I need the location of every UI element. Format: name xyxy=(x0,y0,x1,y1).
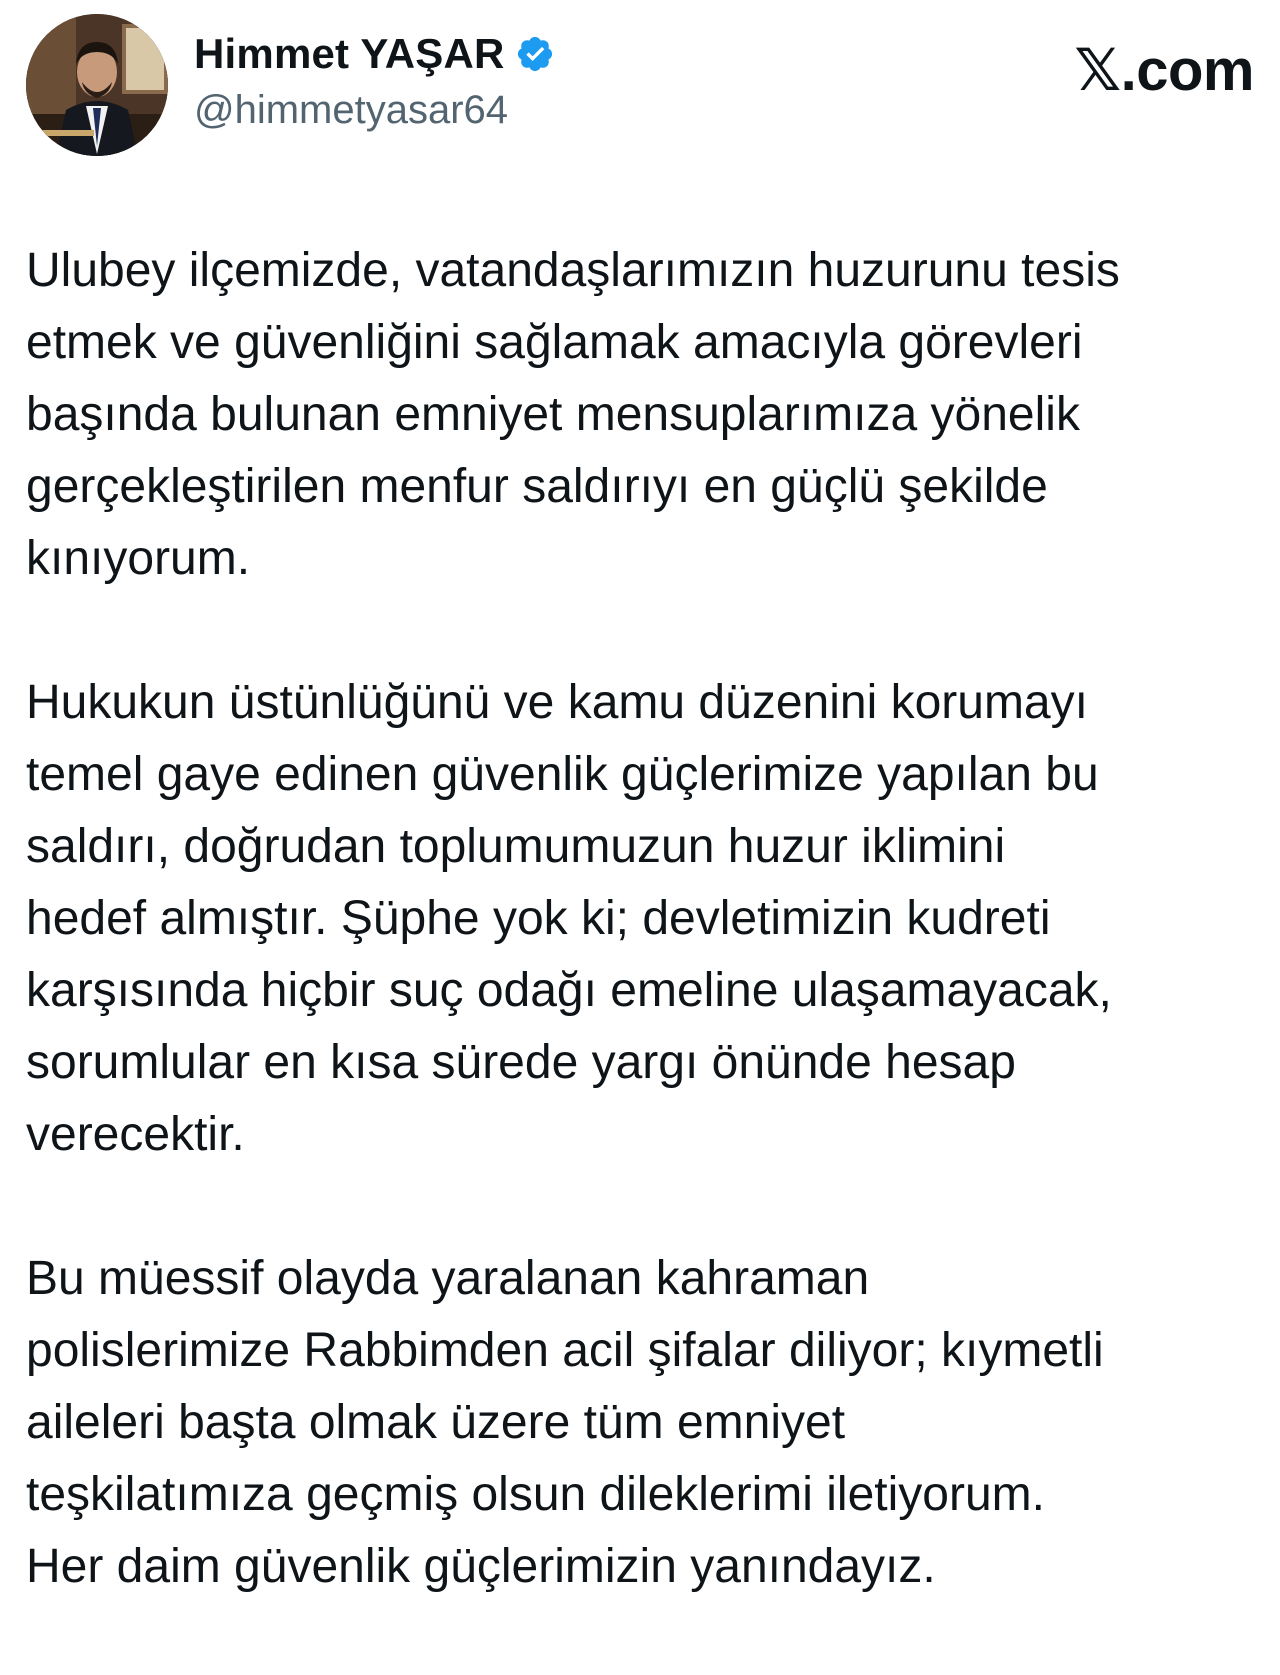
x-logo-icon: 𝕏 xyxy=(1074,36,1121,104)
verified-badge-icon xyxy=(515,34,555,74)
tweet-line: Ulubey ilçemizde, vatandaşlarımızın huzurunu tesis xyxy=(26,244,1120,297)
tweet-line: kınıyorum. xyxy=(26,532,251,585)
brand-domain: .com xyxy=(1120,38,1254,103)
tweet-line: başında bulunan emniyet mensuplarımıza yönelik xyxy=(26,388,1080,441)
tweet-line: Her daim güvenlik güçlerimizin yanındayız. xyxy=(26,1540,936,1593)
tweet-paragraph xyxy=(26,667,1258,1171)
tweet-line: verecektir. xyxy=(26,1108,245,1161)
author-info xyxy=(194,30,555,133)
tweet-paragraph xyxy=(26,1243,1258,1603)
author-display-name[interactable]: Himmet YAŞAR xyxy=(194,30,505,77)
tweet-text xyxy=(26,235,1258,1675)
x-com-watermark xyxy=(1074,36,1254,104)
tweet-paragraph xyxy=(26,235,1258,595)
tweet-line: temel gaye edinen güvenlik güçlerimize yapılan bu xyxy=(26,748,1099,801)
tweet-header xyxy=(26,14,1254,156)
tweet-line: Bu müessif olayda yaralanan kahraman xyxy=(26,1252,870,1305)
tweet-line: polislerimize Rabbimden acil şifalar diliyor; kıymetli xyxy=(26,1324,1104,1377)
tweet-line: hedef almıştır. Şüphe yok ki; devletimizin kudreti xyxy=(26,892,1051,945)
tweet-line: Hukukun üstünlüğünü ve kamu düzenini korumayı xyxy=(26,676,1088,729)
tweet-line: aileleri başta olmak üzere tüm emniyet xyxy=(26,1396,846,1449)
tweet-line: teşkilatımıza geçmiş olsun dileklerimi iletiyorum. xyxy=(26,1468,1045,1521)
avatar-photo xyxy=(26,14,168,156)
tweet-line: gerçekleştirilen menfur saldırıyı en güçlü şekilde xyxy=(26,460,1048,513)
avatar[interactable] xyxy=(26,14,168,156)
tweet-line: saldırı, doğrudan toplumumuzun huzur iklimini xyxy=(26,820,1006,873)
tweet-line: etmek ve güvenliğini sağlamak amacıyla görevleri xyxy=(26,316,1083,369)
tweet-line: karşısında hiçbir suç odağı emeline ulaşamayacak, xyxy=(26,964,1112,1017)
author-name-row xyxy=(194,30,555,78)
tweet-line: sorumlular en kısa sürede yargı önünde hesap xyxy=(26,1036,1016,1089)
author-handle[interactable]: @himmetyasar64 xyxy=(194,88,509,132)
